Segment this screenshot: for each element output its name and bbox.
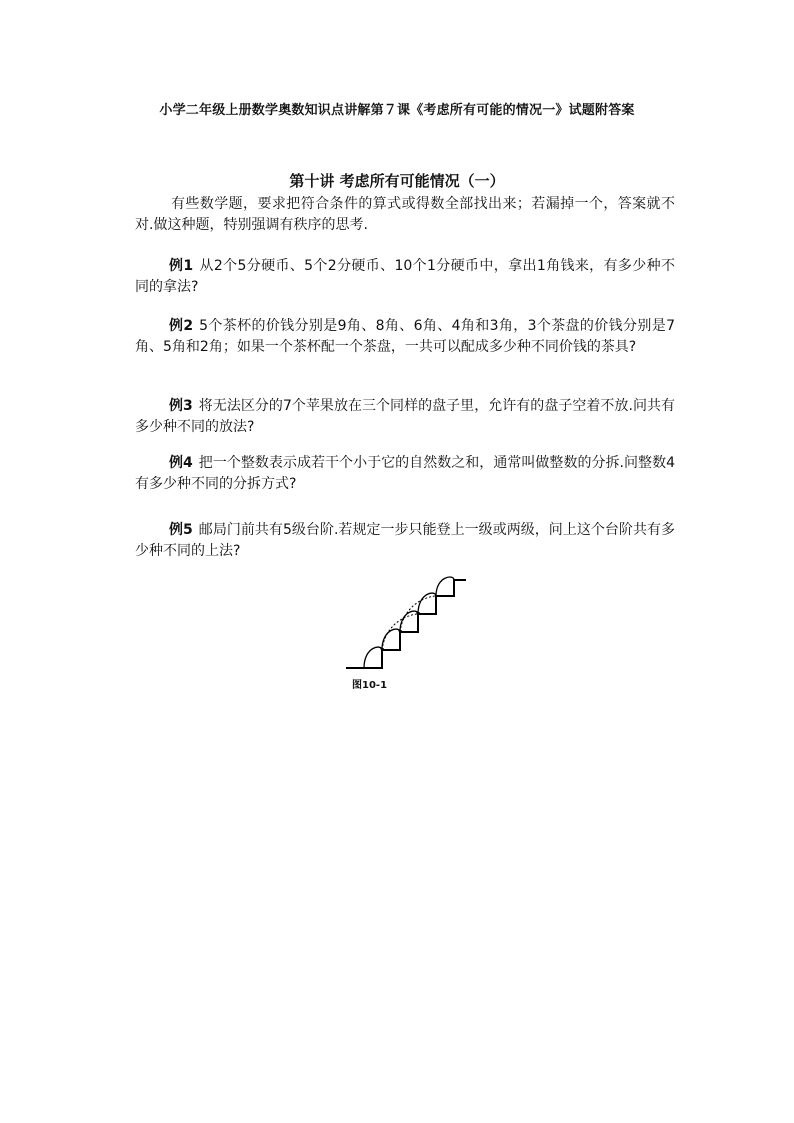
example-2 <box>135 316 675 358</box>
example-3 <box>135 396 675 438</box>
example-label: 例4 <box>169 455 193 471</box>
example-label: 例2 <box>169 318 194 334</box>
example-5 <box>135 520 675 562</box>
example-label: 例1 <box>169 258 194 274</box>
step-arc <box>364 647 382 668</box>
step-arc <box>382 629 400 650</box>
intro-paragraph: 有些数学题，要求把符合条件的算式或得数全部找出来；若漏掉一个，答案就不对.做这种题，特别强调有秩序的思考. <box>135 196 675 233</box>
example-text: 将无法区分的7个苹果放在三个同样的盘子里，允许有的盘子空着不放.问共有多少种不同的放法? <box>135 398 676 435</box>
example-text: 5个茶杯的价钱分别是9角、8角、6角、4角和3角，3个茶盘的价钱分别是7角、5角和2角；如果一个茶杯配一个茶盘，一共可以配成多少种不同价钱的茶具? <box>135 318 675 355</box>
step-arc <box>436 577 454 596</box>
lecture-title: 第十讲 考虑所有可能情况（一） <box>289 172 505 190</box>
example-text: 从2个5分硬币、5个2分硬币、10个1分硬币中，拿出1角钱来，有多少种不同的拿法? <box>135 258 675 295</box>
example-1 <box>135 256 675 298</box>
document-header: 小学二年级上册数学奥数知识点讲解第７课《考虑所有可能的情况一》试题附答案 <box>159 103 635 118</box>
staircase-figure <box>344 574 474 692</box>
figure-caption: 图10-1 <box>352 680 388 691</box>
example-label: 例5 <box>169 522 193 538</box>
staircase-outline <box>346 580 466 668</box>
example-4 <box>135 453 675 495</box>
example-label: 例3 <box>169 398 193 414</box>
staircase-diagram <box>344 574 474 674</box>
example-text: 把一个整数表示成若干个小于它的自然数之和，通常叫做整数的分拆.问整数4有多少种不同的分拆方式? <box>135 455 676 492</box>
example-text: 邮局门前共有5级台阶.若规定一步只能登上一级或两级，问上这个台阶共有多少种不同的上法? <box>135 522 676 559</box>
